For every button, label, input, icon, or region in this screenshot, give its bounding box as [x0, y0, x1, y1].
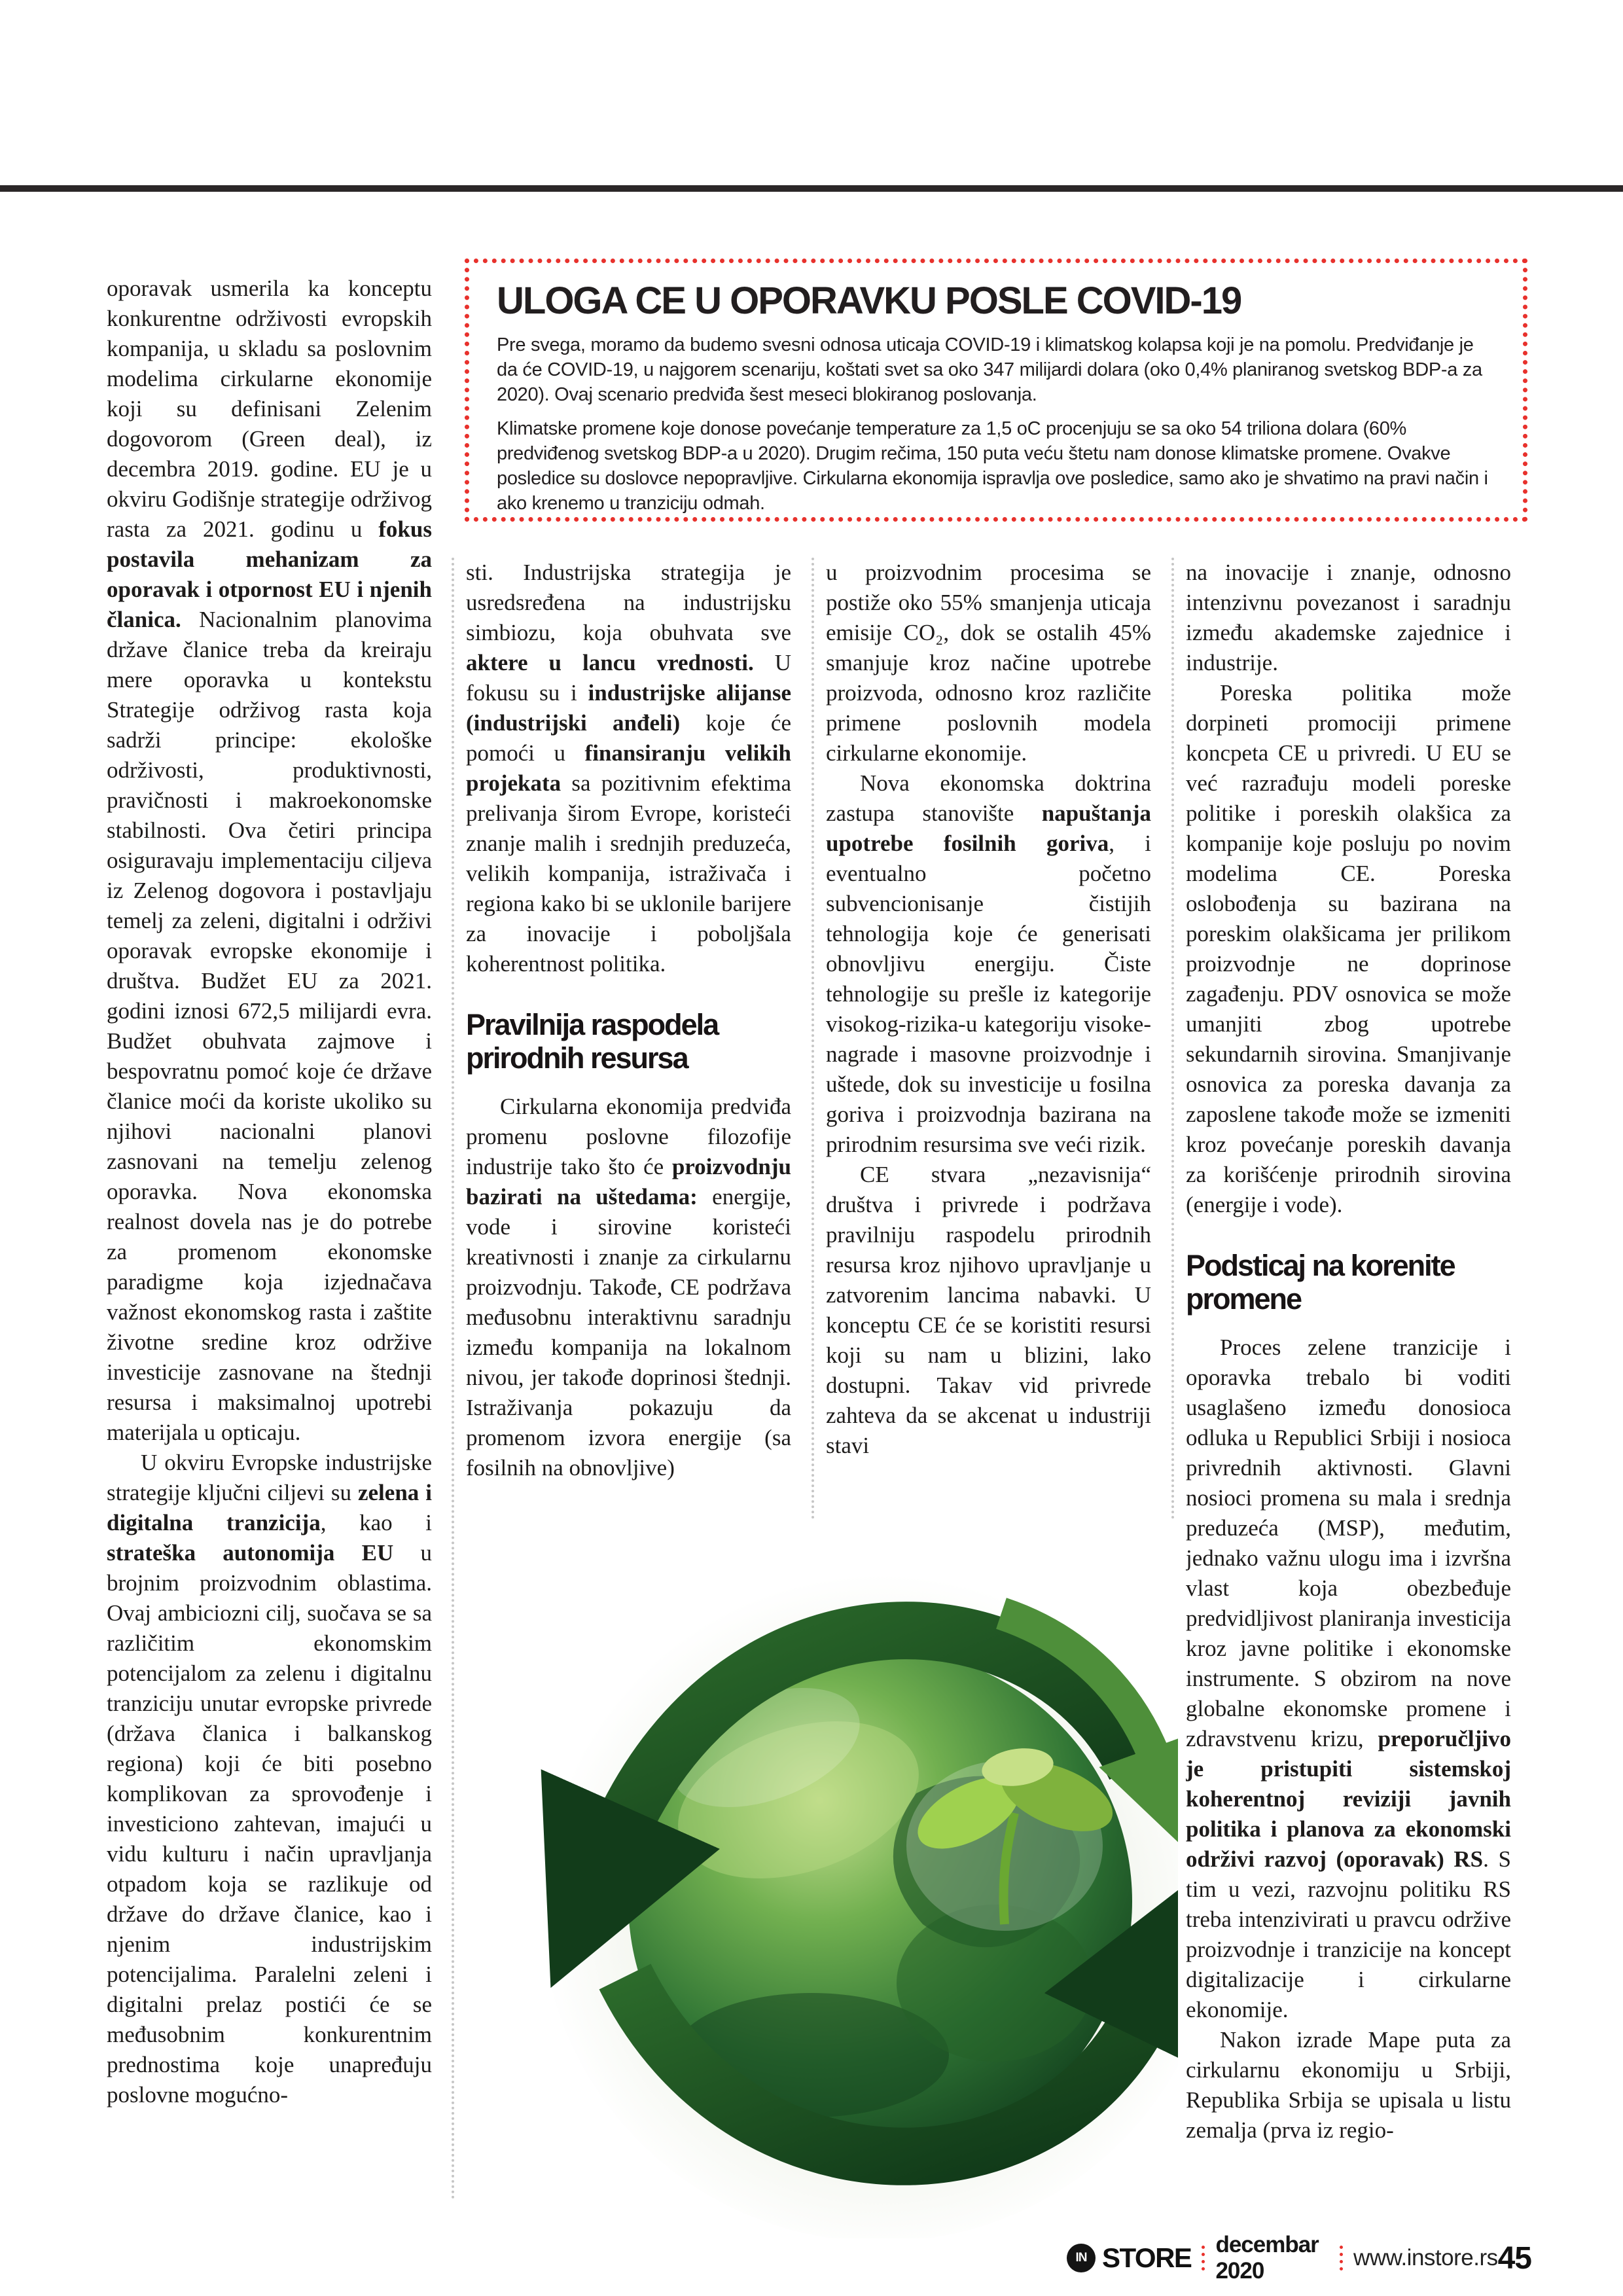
- footer-site-url: www.instore.rs: [1353, 2245, 1498, 2270]
- footer-date: decembar 2020: [1215, 2232, 1319, 2284]
- section-heading: Podsticaj na korenite promene: [1186, 1249, 1455, 1316]
- article-column-1: [107, 274, 432, 2201]
- article-paragraph: Nakon izrade Mape puta za cirkularnu ekonomiju u Srbiji, Republika Srbija se upisala u listu zemalja (prva iz regio-: [1186, 2027, 1511, 2143]
- article-paragraph: oporavak usmerila ka konceptu konkurentne održivosti evropskih kompanija, u skladu sa poslovnim modelima cirkularne ekonomije koji su definisani Zelenim dogovorom (Green deal), iz decembra 2019. godine. EU je u okviru Godišnje strategije održivog rasta za 2021. godinu u fokus postavila mehanizam za oporavak i otpornost EU i njenih članica. Nacionalnim planovima države članice treba da kreiraju mere oporavka u kontekstu Strategije održivog rasta koja sadrži principe: ekološke održivosti, produktivnosti, pravičnosti i makroekonomske stabilnosti. Ova četiri principa osiguravaju implementaciju ciljeva iz Zelenog dogovora i postavljaju temelj za zeleni, digitalni i održivi oporavak evropske ekonomije i društva. Budžet EU za 2021. godini iznosi 672,5 milijardi evra. Budžet obuhvata zajmove i bespovratnu pomoć koje će države članice moći da koriste ukoliko su njihovi nacionalni planovi zasnovani na temelju zelenog oporavka. Nova ekonomska realnost dovela nas je do potrebe za promenom ekonomske paradigme koja izjednačava važnost ekonomskog rasta i zaštite životne sredine kroz održive investicije zasnovane na štednji resursa i maksimalnoj upotrebi materijala u opticaju.: [107, 276, 432, 1445]
- article-paragraph: u proizvodnim procesima se postiže oko 55% smanjenja uticaja emisije CO₂, dok se ostalih 45% smanjuje kroz načine upotrebe proizvoda, odnosno kroz različite primene poslovnih modela cirkularne ekonomije.: [826, 560, 1151, 766]
- column-separator: [812, 558, 814, 1520]
- footer-separator: [1202, 2246, 1205, 2270]
- covid-box-paragraph: Pre svega, moramo da budemo svesni odnosa uticaja COVID-19 i klimatskog kolapsa koji je na pomolu. Predviđanje je da će COVID-19, u najgorem scenariju, koštati svet sa oko 347 milijardi dolara (oko 0,4% planiranog svetskog BDP-a za 2020). Ovaj scenario predviđa šest meseci blokiranog poslovanja.: [497, 334, 1482, 405]
- article-paragraph: Nova ekonomska doktrina zastupa stanovište napuštanja upotrebe fosilnih goriva, i eventualno početno subvencionisanje čistijih tehnologija koje će generisati obnovljivu energiju. Čiste tehnologije su prešle iz kategorije visokog-rizika-u kategoriju visoke-nagrade i masovne proizvodnje i uštede, dok su investicije u fosilna goriva i proizvodnja bazirana na prirodnim resursima sve veći rizik.: [826, 770, 1151, 1157]
- article-paragraph: Cirkularna ekonomija predviđa promenu poslovne filozofije industrije tako što će proizvodnju bazirati na uštedama: energije, vode i sirovine koristeći kreativnosti i znanje za cirkularnu proizvodnju. Takođe, CE podržava međusobnu interaktivnu saradnju između kompanija na lokalnom nivou, jer takođe doprinosi štednji. Istraživanja pokazuju da promenom izvora energije (sa fosilnih na obnovljive): [466, 1094, 791, 1480]
- footer: [1067, 2232, 1531, 2284]
- covid-box-paragraphs: [497, 332, 1495, 516]
- article-paragraph: Proces zelene tranzicije i oporavka trebalo bi voditi usaglašeno između donosioca odluka u Republici Srbiji i nosioca privrednih aktivnosti. Glavni nosioci promena su mala i srednja preduzeća (MSP), međutim, jednako važnu ulogu ima i izvršna vlast koja obezbeđuje predvidljivost planiranja investicija kroz javne politike i ekonomske instrumente. S obzirom na nove globalne ekonomske promene i zdravstvenu krizu, preporučljivo je pristupiti sistemskoj koherentnoj reviziji javnih politika i planova za ekonomski održivi razvoj (oporavak) RS. S tim u vezi, razvojnu politiku RS treba intenzivirati u pravcu održive proizvodnje i tranzicije na koncept digitalizacije i cirkularne ekonomije.: [1186, 1335, 1511, 2022]
- article-paragraph: Poreska politika može dorpineti promociji primene koncpeta CE u privredi. U EU se već razrađuju modeli poreske politike i poreskih olakšica za kompanije koje posluju po novim modelima CE. Poreska oslobođenja su bazirana na poreskim olakšicama jer prilikom proizvodnje ne doprinose zagađenju. PDV osnovica se može umanjiti zbog upotrebe sekundarnih sirovina. Smanjivanje osnovica za poreska davanja za zaposlene takođe može se izmeniti kroz povećanje poreskih davanja za korišćenje prirodnih sirovina (energije i vode).: [1186, 680, 1511, 1217]
- article-paragraph: sti. Industrijska strategija je usredsređena na industrijsku simbiozu, koja obuhvata sve aktere u lancu vrednosti. U fokusu su i industrijske alijanse (industrijski anđeli) koje će pomoći u finansiranju velikih projekata sa pozitivnim efektima prelivanja širom Evrope, koristeći znanje malih i srednjih preduzeća, velikih kompanija, istraživača i regiona kako bi se uklonile barijere za inovacije i poboljšala koherentnost politika.: [466, 560, 791, 977]
- brand-name: STORE: [1102, 2242, 1192, 2273]
- article-paragraph: U okviru Evropske industrijske strategije ključni ciljevi su zelena i digitalna tranzicija, kao i strateška autonomija EU u brojnim proizvodnim oblastima. Ovaj ambiciozni cilj, suočava se sa različitim ekonomskim potencijalom za zelenu i digitalnu tranziciju unutar evropske privrede (država članica i balkanskog regiona) koji će biti posebno komplikovan za sprovođenje i investiciono zahtevan, imajući u vidu kulturu i način upravljanja otpadom koja se razlikuje od države do države članice, kao i njenim industrijskim potencijalima. Paralelni zeleni i digitalni prelaz postići će se međusobnim konkurentnim prednostima koje unapređuju poslovne mogućno-: [107, 1450, 432, 2108]
- column-separator: [452, 558, 454, 2200]
- page-number: 45: [1497, 2240, 1531, 2276]
- instore-logo-icon: IN: [1067, 2244, 1096, 2272]
- covid-feature-box: [465, 259, 1527, 522]
- covid-box-paragraph: Klimatske promene koje donose povećanje temperature za 1,5 oC procenjuju se sa oko 54 triliona dolara (60% predviđenog svetskog BDP-a u 2020). Drugim rečima, 150 puta veću štetu nam donose klimatske promene. Ovakve posledice su doslovce nepopravljive. Cirkularna ekonomija ispravlja ove posledice, samo ako je shvatimo na pravi način i ako krenemo u tranziciju odmah.: [497, 418, 1488, 514]
- article-paragraph: CE stvara „nezavisnija“ društva i privrede i podržava pravilniju raspodelu prirodnih resursa kroz njihovo upravljanje u zatvorenim lancima nabavki. U konceptu CE će se koristiti resursi koji su nam u blizini, lako dostupni. Takav vid privrede zahteva da se akcenat u industriji stavi: [826, 1162, 1151, 1458]
- earth-recycle-illustration: [458, 1505, 1178, 2238]
- column-separator: [1171, 558, 1174, 1520]
- top-rule: [0, 185, 1623, 192]
- covid-box-title: ULOGA CE U OPORAVKU POSLE COVID-19: [497, 279, 1241, 322]
- footer-separator: [1340, 2246, 1343, 2270]
- article-column-4: [1186, 558, 1511, 2200]
- section-heading: Pravilnija raspodela prirodnih resursa: [466, 1008, 719, 1075]
- article-paragraph: na inovacije i znanje, odnosno intenzivnu povezanost i saradnju između akademske zajednice i industrije.: [1186, 560, 1511, 675]
